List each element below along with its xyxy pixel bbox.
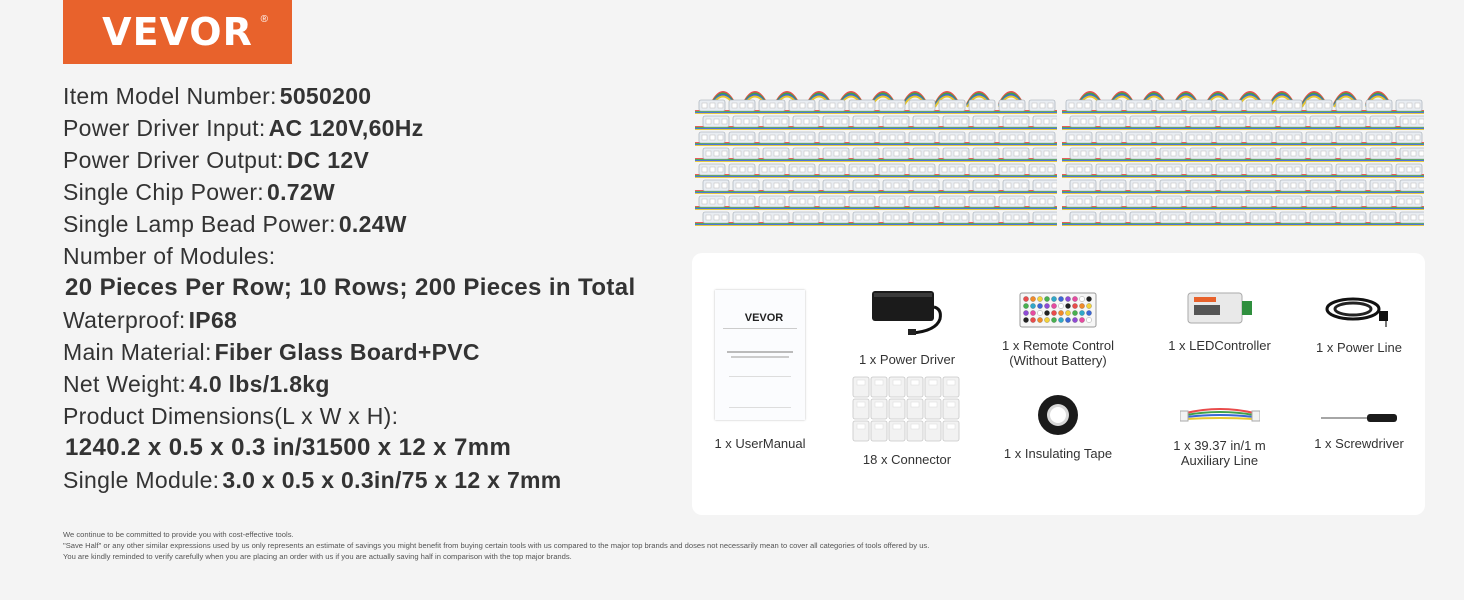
item-led-controller	[1147, 289, 1292, 353]
spec-value: IP68	[188, 307, 238, 333]
connectors-icon	[851, 375, 963, 443]
spec-value: AC 120V,60Hz	[268, 115, 424, 141]
spec-value: 3.0 x 0.5 x 0.3in/75 x 12 x 7mm	[222, 467, 562, 493]
led-modules-graphic	[695, 78, 1057, 238]
spec-label: Power Driver Output:	[63, 147, 284, 173]
manual-icon	[715, 290, 805, 420]
spec-label: Product Dimensions(L x W x H):	[63, 403, 399, 429]
disclaimer	[63, 529, 929, 562]
power-cord-icon	[1319, 289, 1399, 331]
spec-bead-power	[63, 208, 688, 240]
spec-label: Main Material:	[63, 339, 212, 365]
spec-value: 5050200	[279, 83, 372, 109]
item-label: 1 x UserManual	[714, 436, 806, 451]
spec-input	[63, 112, 688, 144]
led-controller-icon	[1180, 289, 1260, 329]
registered-mark: ®	[260, 14, 268, 25]
package-contents-panel	[692, 253, 1425, 515]
item-remote-control	[987, 291, 1129, 368]
screwdriver-icon	[1319, 409, 1399, 427]
spec-modules-value: 20 Pieces Per Row; 10 Rows; 200 Pieces in Total	[65, 274, 636, 301]
spec-weight	[63, 368, 688, 400]
brand-name: VEVOR	[102, 10, 253, 54]
spec-label: Power Driver Input:	[63, 115, 266, 141]
disclaimer-line: "Save Half" or any other similar expressions used by us only represents an estimate of savings you might benefit from buying certain tools with us compared to the major top brands and doses not necessarily mean to cover all categories of tools offered by us.	[63, 541, 930, 550]
item-power-line	[1299, 289, 1419, 355]
item-label: 1 x Remote Control	[1002, 338, 1114, 353]
disclaimer-line: We continue to be committed to provide you with cost-effective tools.	[63, 530, 294, 539]
spec-single-module	[63, 464, 688, 496]
remote-control-icon	[1018, 291, 1098, 329]
tape-roll-icon	[1034, 393, 1082, 437]
brand-logo	[63, 0, 292, 64]
led-module-image-left	[695, 78, 1057, 238]
item-label: 1 x LEDController	[1168, 338, 1271, 353]
item-power-driver	[842, 287, 972, 367]
spec-value: Fiber Glass Board+PVC	[214, 339, 480, 365]
item-label: 1 x 39.37 in/1 m	[1173, 438, 1266, 453]
spec-modules	[63, 240, 688, 272]
spec-dimensions	[63, 400, 688, 432]
spec-waterproof	[63, 304, 688, 336]
item-label: 1 x Screwdriver	[1314, 436, 1404, 451]
spec-label: Item Model Number:	[63, 83, 277, 109]
led-module-image-right	[1062, 78, 1424, 238]
disclaimer-line: You are kindly reminded to verify carefully when you are placing an order with us if you are actually saving half in comparison with the top major brands.	[63, 552, 572, 561]
spec-label: Single Module:	[63, 467, 220, 493]
item-label: 1 x Power Driver	[858, 352, 956, 367]
item-screwdriver	[1299, 409, 1419, 451]
item-label: 18 x Connector	[862, 452, 952, 467]
spec-value: DC 12V	[286, 147, 370, 173]
spec-dimensions-value: 1240.2 x 0.5 x 0.3 in/31500 x 12 x 7mm	[65, 434, 512, 461]
spec-label: Waterproof:	[63, 307, 186, 333]
spec-label: Single Chip Power:	[63, 179, 265, 205]
led-modules-graphic	[1062, 78, 1424, 238]
spec-label: Net Weight:	[63, 371, 187, 397]
auxiliary-cable-icon	[1180, 403, 1260, 429]
manual-brand: VEVOR	[744, 312, 784, 324]
item-label: 1 x Power Line	[1316, 340, 1402, 355]
item-connector	[842, 375, 972, 467]
spec-label: Single Lamp Bead Power:	[63, 211, 336, 237]
spec-label: Number of Modules:	[63, 243, 276, 269]
spec-value: 0.24W	[338, 211, 407, 237]
item-auxiliary-line	[1147, 403, 1292, 468]
spec-list	[63, 80, 688, 496]
spec-value: 4.0 lbs/1.8kg	[189, 371, 330, 397]
spec-model	[63, 80, 688, 112]
spec-output	[63, 144, 688, 176]
item-label: Auxiliary Line	[1180, 453, 1259, 468]
item-insulating-tape	[987, 393, 1129, 461]
power-adapter-icon	[862, 287, 952, 343]
spec-chip-power	[63, 176, 688, 208]
item-label: 1 x Insulating Tape	[1003, 446, 1113, 461]
item-label: (Without Battery)	[1009, 353, 1107, 368]
spec-value: 0.72W	[267, 179, 335, 205]
spec-material	[63, 336, 688, 368]
